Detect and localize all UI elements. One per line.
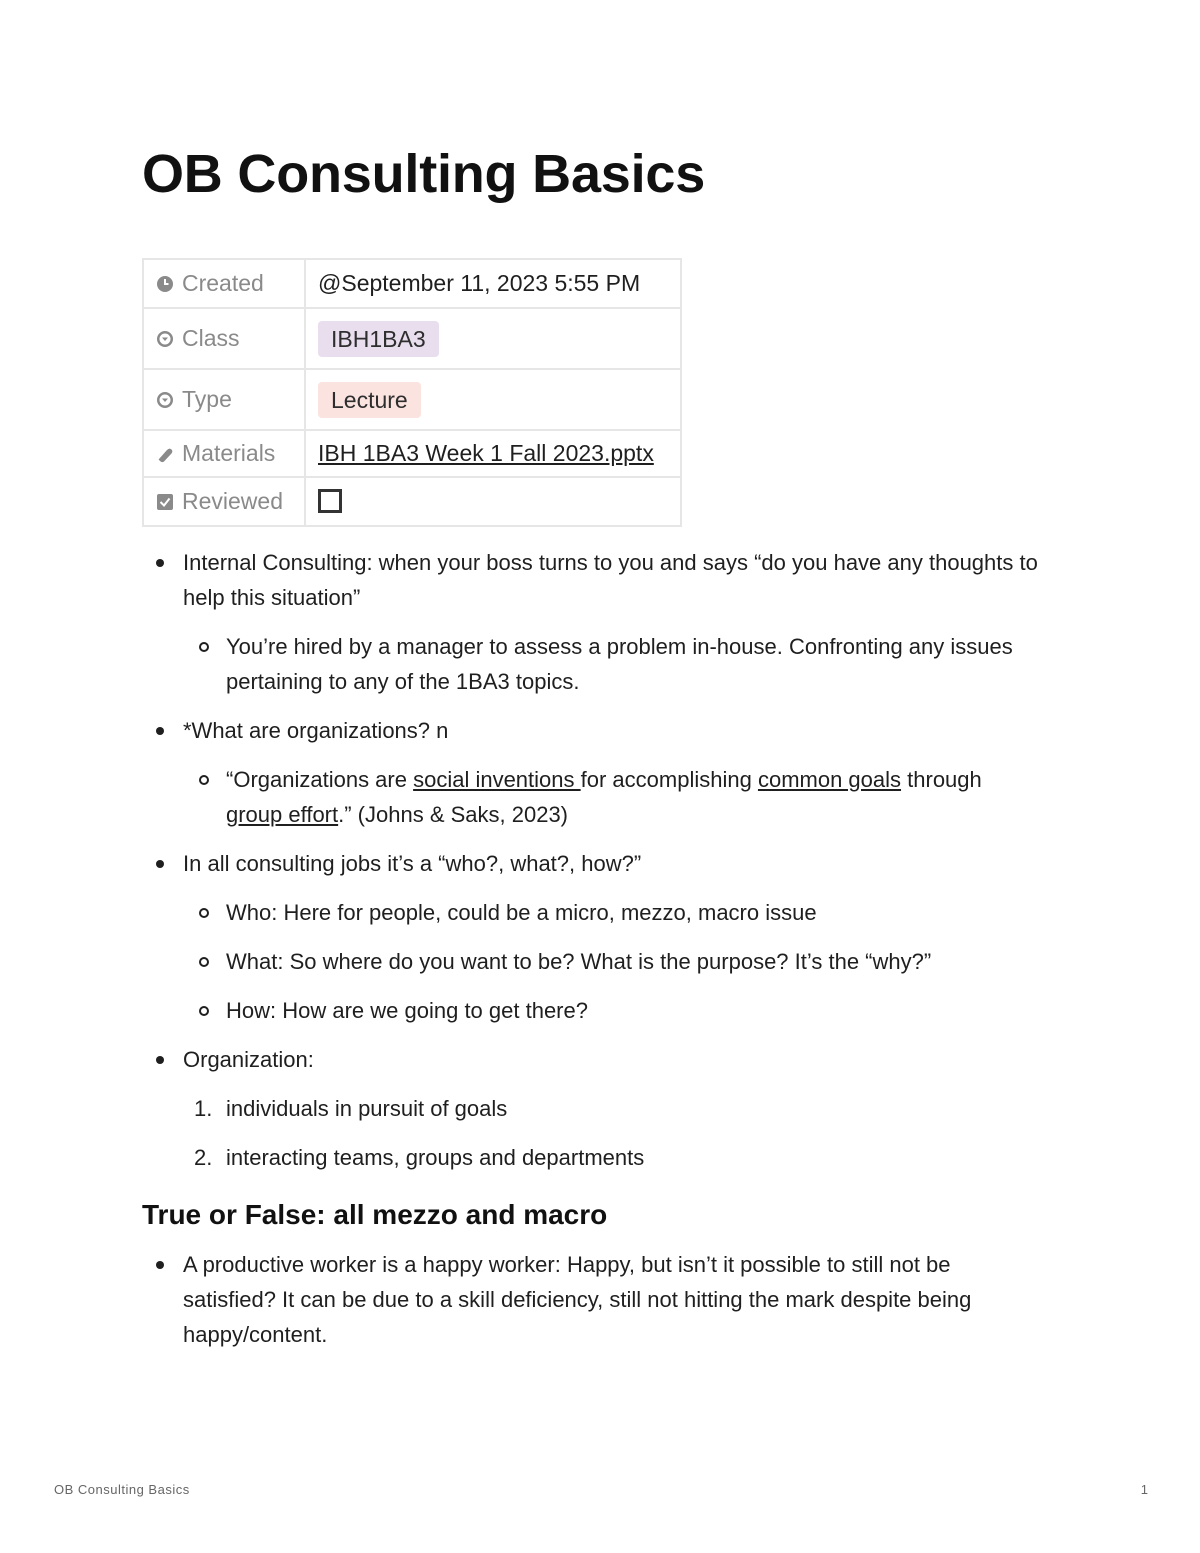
property-label: Created xyxy=(182,270,264,296)
footer-page-number: 1 xyxy=(1140,1482,1148,1497)
checkbox-icon xyxy=(156,493,174,511)
underlined-text: common goals xyxy=(757,767,902,792)
select-icon xyxy=(156,330,174,348)
property-name-type xyxy=(143,369,305,430)
select-icon xyxy=(156,391,174,409)
property-label: Reviewed xyxy=(182,488,283,514)
property-value-materials xyxy=(305,430,681,477)
list-item: Internal Consulting: when your boss turns to you and says “do you have any thoughts to help this situation” xyxy=(142,545,1042,615)
footer-doc-title: OB Consulting Basics xyxy=(54,1482,190,1497)
bullet xyxy=(156,727,164,735)
list-item: A productive worker is a happy worker: Happy, but isn’t it possible to still not be satisfied? It can be due to a skill deficiency, still not hitting the mark despite being happy/content. xyxy=(142,1247,1042,1352)
bullet xyxy=(156,559,164,567)
bullet-hollow xyxy=(199,1006,209,1016)
properties-table xyxy=(142,258,682,527)
numbered-item: 2. interacting teams, groups and departments xyxy=(142,1140,1042,1175)
bullet-hollow xyxy=(199,642,209,652)
numbered-item: 1. individuals in pursuit of goals xyxy=(142,1091,1042,1126)
bullet xyxy=(156,860,164,868)
created-date: @September 11, 2023 5:55 PM xyxy=(318,270,641,296)
property-row-type xyxy=(143,369,681,430)
clock-icon xyxy=(156,275,174,293)
section-heading: True or False: all mezzo and macro xyxy=(142,1199,608,1230)
bullet-hollow xyxy=(199,775,209,785)
property-name-class xyxy=(143,308,305,369)
item-number: 1. xyxy=(194,1096,213,1121)
class-tag[interactable]: IBH1BA3 xyxy=(318,321,439,357)
property-value-type[interactable] xyxy=(305,369,681,430)
bullet xyxy=(156,1261,164,1269)
item-number: 2. xyxy=(194,1145,213,1170)
property-value-created[interactable] xyxy=(305,259,681,308)
list-item-quote: “Organizations are social inventions for accomplishing common goals through group effort.” (Johns & Saks, 2023) xyxy=(142,762,1042,832)
list-item: Who: Here for people, could be a micro, mezzo, macro issue xyxy=(142,895,1042,930)
reviewed-checkbox[interactable] xyxy=(318,489,342,513)
property-value-reviewed xyxy=(305,477,681,526)
page-title: OB Consulting Basics xyxy=(142,144,706,204)
property-name-materials xyxy=(143,430,305,477)
paperclip-icon xyxy=(156,445,174,463)
page-content xyxy=(142,545,1042,1366)
property-row-class xyxy=(143,308,681,369)
bullet-hollow xyxy=(199,908,209,918)
list-item: How: How are we going to get there? xyxy=(142,993,1042,1028)
property-label: Type xyxy=(182,386,232,412)
list-item: What: So where do you want to be? What is the purpose? It’s the “why?” xyxy=(142,944,1042,979)
notes-list xyxy=(142,545,1042,1175)
bullet xyxy=(156,1056,164,1064)
property-row-reviewed xyxy=(143,477,681,526)
list-item: *What are organizations? n xyxy=(142,713,1042,748)
list-item: Organization: xyxy=(142,1042,1042,1077)
property-label: Materials xyxy=(182,440,276,466)
underlined-text: social inventions xyxy=(413,767,581,792)
underlined-text: group effort xyxy=(226,802,339,827)
property-value-class[interactable] xyxy=(305,308,681,369)
property-row-materials xyxy=(143,430,681,477)
property-name-created xyxy=(143,259,305,308)
property-name-reviewed xyxy=(143,477,305,526)
type-tag[interactable]: Lecture xyxy=(318,382,421,418)
property-label: Class xyxy=(182,325,240,351)
property-row-created xyxy=(143,259,681,308)
list-item: You’re hired by a manager to assess a problem in-house. Confronting any issues pertaining to any of the 1BA3 topics. xyxy=(142,629,1042,699)
materials-file-link[interactable]: IBH 1BA3 Week 1 Fall 2023.pptx xyxy=(318,440,654,466)
list-item: In all consulting jobs it’s a “who?, what?, how?” xyxy=(142,846,1042,881)
bullet-hollow xyxy=(199,957,209,967)
section2-list xyxy=(142,1247,1042,1352)
